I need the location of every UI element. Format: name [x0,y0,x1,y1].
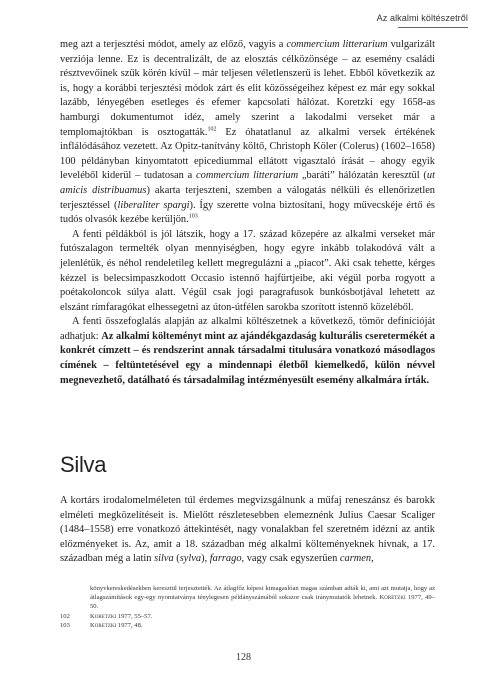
footnote-ref-103[interactable]: 103 [188,213,198,220]
definition-bold: Az alkalmi költeményt mint az ajándékgazdaság kulturális cseretermékét a konkrét címzett – és rendszerint annak társadalmi titulusára vonatkozó másodlagos címének – feltüntetésével egy a mindennapi életből kiemelkedő, külön névvel megnevezhető, datálható és társadalmilag intézményesült esemény alkalmára írták. [60,330,435,386]
paragraph-1: meg azt a terjesztési módot, amely az előző, vagyis a commercium litterarium vulgarizált verziója lenne. Ez is decentralizált, de az elosztás célközönsége – az esemény családi résztvevőinek szűk körén kívül – már teljesen véletlenszerű is lehet. Ebből következik az is, hogy a korábbi terjesztési módok zárt és elit közösségeihez képest ez már egy sokkal lazább, lényegében esetleges és efemer kapcsolati hálózat. Koretzki egy 1658-as hamburgi dokumentumot idéz, amely szerint a lakodalmi verseket már a templomajtókban is osztogatták.$^{102}$ Ez óhatatlanul az alkalmi versek értékének inflálódásához vezetett. Az Opitz-tanítvány költő, Christoph Köler (Colerus) (1602–1658) 100 példányban kinyomtatott epicediummal ellátott vigasztaló írását – ahogy egyik leveléből kiderül – tudatosan a commercium litterarium „baráti” hálózatán keresztül (ut amicis distribuamus) akarta terjeszteni, szemben a válogatás nélküli és ellenőrizetlen terjesztéssel (liberaliter spargi). Így szerette volna biztosítani, hogy művecskéje értő és tudós olvasók kezébe kerüljön.$^{103}$ [60,39,436,226]
paragraph-2: A fenti példákból is jól látszik, hogy a 17. század közepére az alkalmi verseket már futószalagon termelték olyan mennyiségben, hogy egyre inkább tolakodóvá vált a jelenlétük, és néhol rendeletileg kellett megregulázni a „piacot”. Aki csak tehette, kérges kézzel is belecsimpaszkodott Occasio istennő hajfürtjeibe, aki végül porba rogyott a poétakoloncok súlya alatt. Végül csak jogi paragrafusok bunkósbotjával lehetett az elszánt rímfaragókat elhessegetni az úton-útfélen sarokba szorított istennő közeléből. [60,228,435,313]
footnote-continuation: könyvkereskedésekben keresztül terjesztették. Az átlagfőz képest kimagaslóan magas számban adták ki, ami azt mutatja, hogy az átlagszámítások egy-egy nyomtatványa ténylegesen példányszámából sokszor csak iránymutatók lehetnek. Koretzki 1977, 49–50. [90,585,436,611]
footnote-ref-102[interactable]: 102 [207,126,217,133]
footnote-number: 103 [60,621,70,629]
footnote-103: 103 Koretzki 1977, 48. [60,621,143,629]
footnote-102: 102 Koretzki 1977, 55–57. [60,612,153,620]
footnotes [60,584,435,630]
section-paragraph: A kortárs irodalomelméleten túl érdemes megvizsgálnunk a műfaj reneszánsz és barokk elméleti megközelítéseit is. Mielőtt részletesebben elemeznénk Julius Caesar Scaliger (1484–1558) erre vonatkozó áttekintését, nagy vonalakban fel szeretném idézni az antik előzményeket is. Az, amit a 18. században még alkalmi költeményeknek hívnak, a 17. században még a latin silva (sylva), farrago, vagy csak egyszerűen carmen, [60,495,435,565]
footnote-number: 102 [60,612,70,620]
running-header [0,12,480,26]
section-text [60,494,435,567]
paragraph-3: A fenti összefoglalás alapján az alkalmi költészetnek a következő, tömör definícióját adhatjuk: Az alkalmi költeményt mint az ajándékgazdaság kulturális cseretermékét a konkrét címzett – és rendszerint annak társadalmi titulusára vonatkozó másodlagos címének – feltüntetésével egy a mindennapi életből kiemelkedő, külön névvel megnevezhető, datálható és társadalmilag intézményesült esemény alkalmára írták. [60,316,435,386]
header-rule [398,27,468,28]
page-number: 128 [236,652,251,663]
main-text [60,38,435,388]
running-title: Az alkalmi költészetről [376,13,468,23]
section-title: Silva [60,452,107,477]
